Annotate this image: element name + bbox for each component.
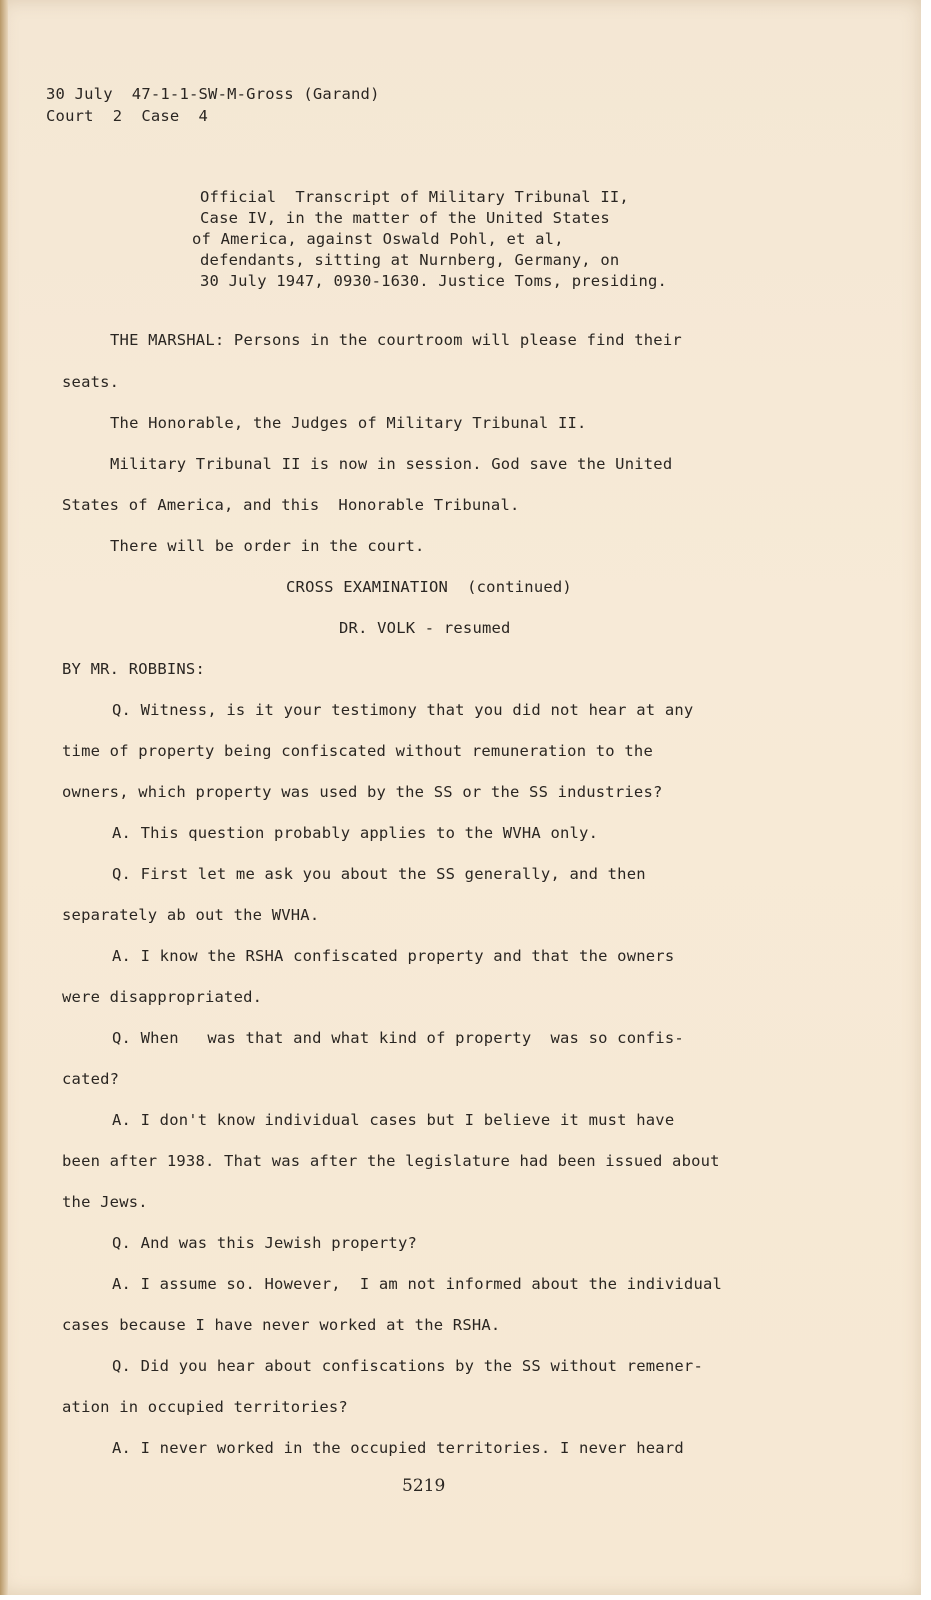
examiner-line: BY MR. ROBBINS: [62,660,205,678]
body-line: cated? [62,1070,120,1088]
body-line: been after 1938. That was after the legislature had been issued about [62,1152,720,1170]
answer-line: A. I don't know individual cases but I believe it must have [112,1111,675,1129]
body-line: States of America, and this Honorable Tribunal. [62,496,520,514]
body-line: the Jews. [62,1193,148,1211]
marshal-line: THE MARSHAL: Persons in the courtroom will please find their [110,331,682,349]
caption-line: Official Transcript of Military Tribunal II, [200,188,629,206]
question-line: Q. Did you hear about confiscations by the SS without remener- [112,1357,703,1375]
body-line: ation in occupied territories? [62,1398,348,1416]
body-line: There will be order in the court. [110,537,425,555]
section-heading: CROSS EXAMINATION (continued) [286,578,572,596]
caption-line: 30 July 1947, 0930-1630. Justice Toms, presiding. [200,272,668,290]
body-line: Military Tribunal II is now in session. God save the United [110,455,673,473]
body-line: seats. [62,373,120,391]
header-line-1: 30 July 47-1-1-SW-M-Gross (Garand) [46,85,380,103]
question-line: Q. And was this Jewish property? [112,1234,418,1252]
caption-line: of America, against Oswald Pohl, et al, [192,230,564,248]
body-line: separately ab out the WVHA. [62,906,320,924]
body-line: time of property being confiscated without remuneration to the [62,742,653,760]
page-number: 5219 [402,1476,446,1496]
answer-line: A. I never worked in the occupied territories. I never heard [112,1439,684,1457]
caption-line: Case IV, in the matter of the United States [200,209,610,227]
answer-line: A. I assume so. However, I am not informed about the individual [112,1275,723,1293]
answer-line: A. I know the RSHA confiscated property and that the owners [112,947,675,965]
body-line: were disappropriated. [62,988,263,1006]
body-line: owners, which property was used by the SS or the SS industries? [62,783,663,801]
page-edge [0,0,8,1595]
answer-line: A. This question probably applies to the WVHA only. [112,824,599,842]
body-line: cases because I have never worked at the RSHA. [62,1316,501,1334]
body-line: The Honorable, the Judges of Military Tribunal II. [110,414,587,432]
question-line: Q. Witness, is it your testimony that you did not hear at any [112,701,694,719]
caption-line: defendants, sitting at Nurnberg, Germany, on [200,251,620,269]
header-line-2: Court 2 Case 4 [46,107,209,125]
question-line: Q. First let me ask you about the SS generally, and then [112,865,646,883]
witness-heading: DR. VOLK - resumed [339,619,511,637]
question-line: Q. When was that and what kind of property was so confis- [112,1029,684,1047]
